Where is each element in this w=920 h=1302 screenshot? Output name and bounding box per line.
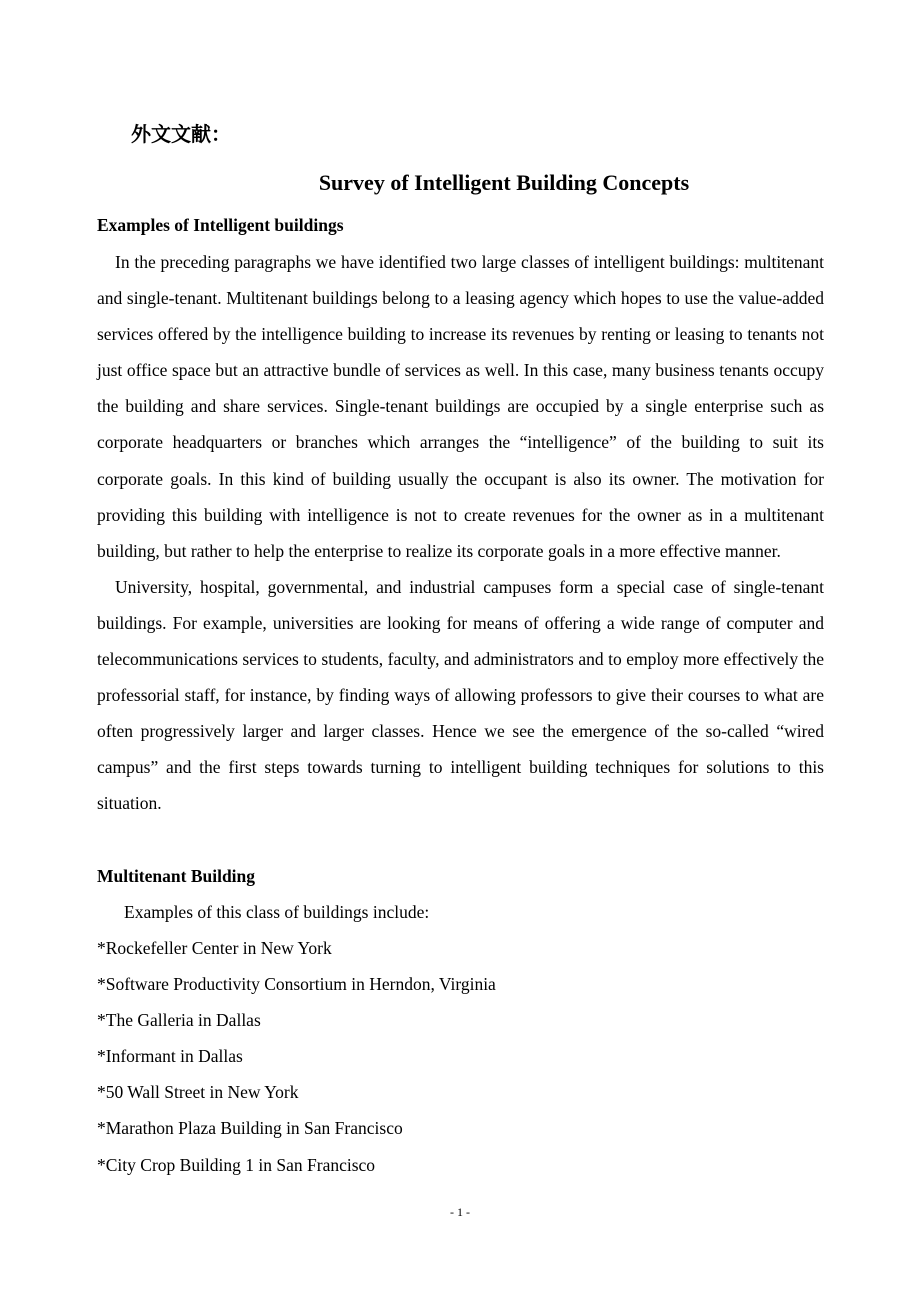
list-item: *50 Wall Street in New York — [97, 1082, 299, 1103]
list-item: *Informant in Dallas — [97, 1046, 243, 1067]
paragraph: In the preceding paragraphs we have identified two large classes of intelligent buildings: multitenant and single-tenant. Multitenant buildings belong to a leasing agency which hopes to use the value-added services offered by the intelligence building to increase its revenues by renting or leasing to tenants not just office space but an attractive bundle of services as well. In this case, many business tenants occupy the building and share services. Single-tenant buildings are occupied by a single enterprise such as corporate headquarters or branches which arranges the “intelligence” of the building to suit its corporate goals. In this kind of building usually the occupant is also its owner. The motivation for providing this building with intelligence is not to create revenues for the owner as in a multitenant building, but rather to help the enterprise to realize its corporate goals in a more effective manner. — [97, 252, 824, 561]
list-item: *Marathon Plaza Building in San Francisco — [97, 1118, 403, 1139]
paragraph: University, hospital, governmental, and industrial campuses form a special case of single-tenant buildings. For example, universities are looking for means of offering a wide range of computer and telecommunications services to students, faculty, and administrators and to employ more effectively the professorial staff, for instance, by finding ways of allowing professors to give their courses to what are often progressively larger and larger classes. Hence we see the emergence of the so-called “wired campus” and the first steps towards turning to intelligent building techniques for solutions to this situation. — [97, 576, 824, 814]
section-heading-multitenant: Multitenant Building — [97, 866, 256, 886]
list-item: *The Galleria in Dallas — [97, 1010, 261, 1031]
section-body-examples — [97, 244, 824, 822]
foreign-literature-heading: 外文文献： — [131, 122, 231, 146]
list-item: *City Crop Building 1 in San Francisco — [97, 1154, 376, 1175]
page-number: - 1 - — [450, 1205, 470, 1219]
list-intro: Examples of this class of buildings include: — [124, 902, 430, 922]
section-heading-examples: Examples of Intelligent buildings — [97, 215, 344, 235]
building-list — [97, 933, 496, 1186]
document-title: Survey of Intelligent Building Concepts — [318, 170, 690, 195]
list-item: *Software Productivity Consortium in Herndon, Virginia — [97, 974, 496, 995]
list-item: *Rockefeller Center in New York — [97, 938, 332, 958]
